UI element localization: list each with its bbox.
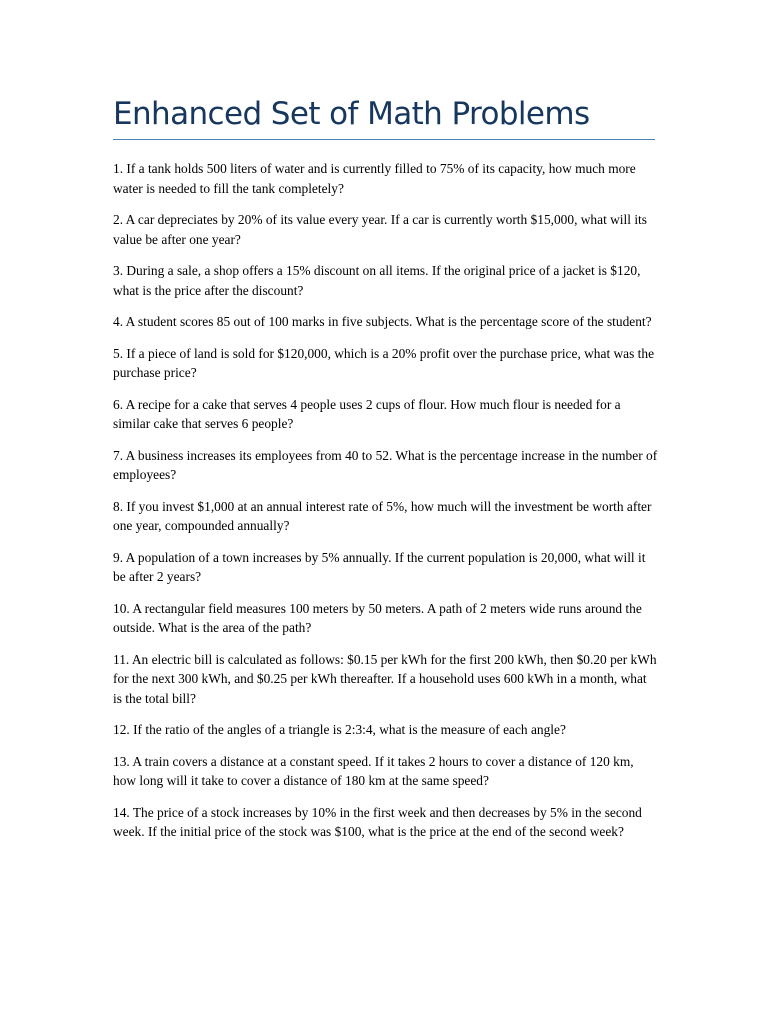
problem-item: 1. If a tank holds 500 liters of water and is currently filled to 75% of its capacity, how much more water is needed to fill the tank completely?	[113, 161, 636, 196]
problem-item: 9. A population of a town increases by 5% annually. If the current population is 20,000, what will it be after 2 years?	[113, 549, 646, 584]
problem-item: 8. If you invest $1,000 at an annual interest rate of 5%, how much will the investment be worth after one year, compounded annually?	[113, 498, 652, 533]
title-underline	[113, 139, 655, 140]
page-title: Enhanced Set of Math Problems	[113, 96, 590, 132]
problem-item: 14. The price of a stock increases by 10% in the first week and then decreases by 5% in the second week. If the initial price of the stock was $100, what is the price at the end of the second week?	[113, 804, 642, 839]
problem-item: 11. An electric bill is calculated as follows: $0.15 per kWh for the first 200 kWh, then $0.20 per kWh for the next 300 kWh, and $0.25 per kWh thereafter. If a household uses 600 kWh in a month, what is the total bill?	[113, 651, 657, 706]
problem-item: 13. A train covers a distance at a constant speed. If it takes 2 hours to cover a distance of 120 km, how long will it take to cover a distance of 180 km at the same speed?	[113, 753, 634, 788]
problem-item: 4. A student scores 85 out of 100 marks in five subjects. What is the percentage score of the student?	[113, 314, 652, 329]
problem-item: 10. A rectangular field measures 100 meters by 50 meters. A path of 2 meters wide runs around the outside. What is the area of the path?	[113, 600, 642, 635]
problem-item: 7. A business increases its employees from 40 to 52. What is the percentage increase in the number of employees?	[113, 447, 658, 482]
problem-list	[113, 159, 658, 854]
problem-item: 12. If the ratio of the angles of a triangle is 2:3:4, what is the measure of each angle?	[113, 722, 566, 737]
problem-item: 6. A recipe for a cake that serves 4 people uses 2 cups of flour. How much flour is needed for a similar cake that serves 6 people?	[113, 396, 621, 431]
problem-item: 3. During a sale, a shop offers a 15% discount on all items. If the original price of a jacket is $120, what is the price after the discount?	[113, 263, 641, 298]
problem-item: 5. If a piece of land is sold for $120,000, which is a 20% profit over the purchase price, what was the purchase price?	[113, 345, 655, 380]
problem-item: 2. A car depreciates by 20% of its value every year. If a car is currently worth $15,000, what will its value be after one year?	[113, 212, 647, 247]
